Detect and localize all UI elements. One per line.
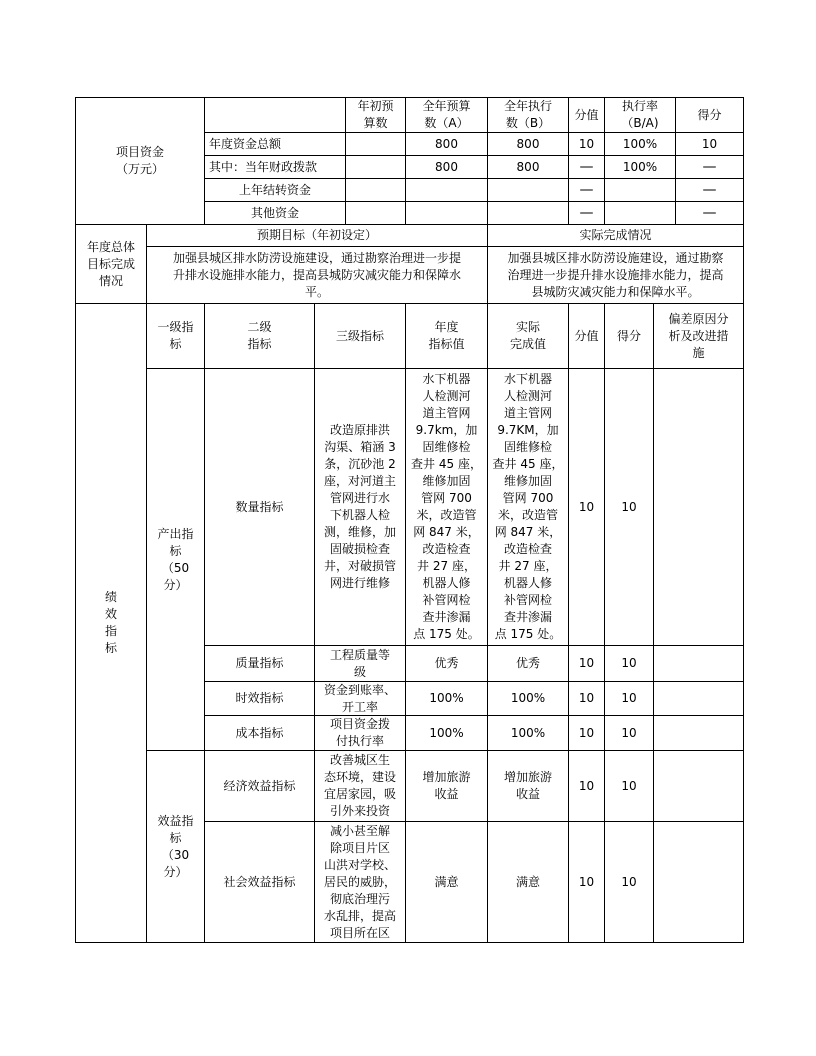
- funds-row-label: 年度资金总额: [209, 136, 282, 151]
- indicator-deviation: [654, 682, 743, 715]
- indicator-score-value: 10: [578, 874, 595, 889]
- indicator-level3: 减小甚至解 除项目片区 山洪对学校、 居民的威胁， 彻底治理污 水乱排，提高 项目所在区: [323, 823, 396, 940]
- funds-row-exec-rate: [605, 202, 675, 224]
- funds-row-executed: [488, 202, 568, 224]
- indicator-target: 优秀: [434, 656, 459, 670]
- indicator-level2: 经济效益指标: [223, 778, 296, 793]
- perf-header-score-value: 分值: [574, 328, 599, 343]
- rule: [75, 942, 744, 943]
- indicator-score-value: 10: [578, 725, 595, 740]
- indicator-score: 10: [621, 874, 637, 889]
- indicator-target: 100%: [429, 725, 464, 740]
- indicator-level2: 社会效益指标: [223, 874, 296, 889]
- funds-label: 项目资金 （万元）: [115, 145, 164, 176]
- funds-row-executed: [488, 179, 568, 201]
- funds-header-score: 得分: [697, 107, 722, 122]
- funds-row-score-value: 10: [578, 136, 595, 151]
- indicator-target: 水下机器 人检测河 道主管网 9.7km，加 固维修检 查井 45 座， 维修加固 管网 700 米，改造管 网 847 米， 改造检查 井 27 座， 机器人修 补管网检 查井渗漏 点 175 处。: [411, 372, 482, 641]
- indicator-target: 增加旅游 收益: [422, 770, 471, 801]
- funds-row-initial: [346, 133, 405, 155]
- indicator-actual: 水下机器 人检测河 道主管网 9.7KM，加 固维修检 查井 45 座， 维修加固 管网 700 米，改造管 网 847 米， 改造检查 井 27 座， 机器人修 补管网检 查井渗漏 点 175 处。: [492, 372, 564, 641]
- indicator-deviation: [654, 822, 743, 942]
- funds-row-score: —: [702, 158, 717, 175]
- funds-row-score-value: —: [579, 181, 594, 198]
- funds-row-annual: 800: [435, 136, 458, 151]
- funds-row-exec-rate: 100%: [622, 136, 658, 151]
- funds-header-exec-rate: 执行率 （B/A): [621, 99, 659, 130]
- funds-row-label: 上年结转资金: [238, 182, 311, 197]
- indicator-deviation: [654, 646, 743, 681]
- funds-row-exec-rate: [605, 179, 675, 201]
- indicator-score: 10: [621, 778, 637, 793]
- indicator-actual: 100%: [510, 725, 546, 740]
- funds-row-label: 其中：当年财政拨款: [209, 159, 318, 174]
- perf-header-deviation: 偏差原因分 析及改进措 施: [668, 311, 729, 360]
- indicator-target: 满意: [434, 874, 459, 889]
- indicator-score-value: 10: [578, 499, 595, 514]
- funds-row-initial: [346, 179, 405, 201]
- indicator-level3: 改善城区生 态环境，建设 宜居家园，吸 引外来投资: [323, 753, 396, 818]
- indicator-level2: 时效指标: [235, 691, 284, 705]
- indicator-deviation: [654, 751, 743, 821]
- funds-row-score: —: [702, 204, 717, 221]
- indicator-level2: 数量指标: [235, 499, 284, 514]
- funds-header-annual: 全年预算 数（A）: [422, 99, 471, 130]
- funds-row-executed: 800: [516, 136, 540, 151]
- indicator-actual: 优秀: [515, 656, 540, 670]
- indicator-score: 10: [621, 499, 637, 514]
- goals-label: 年度总体 目标完成 情况: [86, 239, 135, 288]
- output-indicator-label: 产出指 标 （50 分）: [157, 526, 194, 592]
- performance-label: 绩 效 指 标: [104, 590, 117, 655]
- goals-expected-text: 加强县城区排水防涝设施建设，通过勘察治理进一步提 升排水设施排水能力，提高县城防灾减灾能力和保障水 平。: [172, 250, 461, 299]
- indicator-score-value: 10: [578, 656, 595, 670]
- perf-header-level3: 三级指标: [335, 328, 384, 343]
- indicator-actual: 满意: [515, 874, 540, 889]
- indicator-level3: 资金到账率、 开工率: [323, 682, 396, 714]
- indicator-score: 10: [621, 691, 637, 705]
- funds-row-initial: [346, 202, 405, 224]
- benefit-indicator-label: 效益指 标 （30 分）: [157, 813, 194, 879]
- goals-actual-header: 实际完成情况: [579, 228, 652, 242]
- indicator-level3: 改造原排洪 沟渠、箱涵 3 条，沉砂池 2 座，对河道主 管网进行水 下机器人检 测，维修，加 固破损检查 井，对破损管 网进行维修: [323, 423, 396, 590]
- indicator-deviation: [654, 716, 743, 750]
- funds-row-annual: [406, 179, 487, 201]
- indicator-score-value: 10: [578, 778, 595, 793]
- indicator-target: 100%: [429, 691, 464, 705]
- funds-row-label: 其他资金: [250, 205, 299, 220]
- perf-header-target: 年度 指标值: [428, 320, 465, 351]
- indicator-score-value: 10: [578, 691, 595, 705]
- rule: [743, 97, 744, 943]
- indicator-level3: 工程质量等 级: [329, 647, 390, 679]
- funds-row-score: —: [702, 181, 717, 198]
- indicator-deviation: [654, 369, 743, 645]
- perf-header-level1: 一级指 标: [157, 320, 194, 351]
- indicator-score: 10: [621, 725, 637, 740]
- funds-header-initial: 年初预 算数: [357, 99, 394, 130]
- indicator-level2: 成本指标: [235, 725, 284, 740]
- funds-header-executed: 全年执行 数（B）: [503, 99, 552, 130]
- perf-header-actual: 实际 完成值: [509, 320, 546, 351]
- perf-header-level2: 二级 指标: [247, 320, 272, 351]
- funds-row-executed: 800: [516, 159, 540, 174]
- funds-row-score-value: —: [579, 204, 594, 221]
- indicator-actual: 100%: [510, 691, 546, 705]
- funds-row-annual: [406, 202, 487, 224]
- indicator-actual: 增加旅游 收益: [503, 770, 552, 801]
- funds-row-exec-rate: 100%: [622, 159, 658, 174]
- funds-row-score: 10: [701, 136, 718, 151]
- funds-row-initial: [346, 156, 405, 178]
- funds-row-score-value: —: [579, 158, 594, 175]
- funds-row-annual: 800: [435, 159, 458, 174]
- indicator-level2: 质量指标: [235, 656, 284, 670]
- indicator-score: 10: [621, 656, 637, 670]
- goals-expected-header: 预期目标（年初设定）: [256, 228, 377, 242]
- indicator-level3: 项目资金拨 付执行率: [329, 717, 390, 748]
- perf-header-score: 得分: [616, 328, 641, 343]
- goals-actual-text: 加强县城区排水防涝设施建设，通过勘察 治理进一步提升排水设施排水能力，提高 县城防灾减灾能力和保障水平。: [507, 250, 724, 299]
- funds-header-score-value: 分值: [574, 107, 599, 122]
